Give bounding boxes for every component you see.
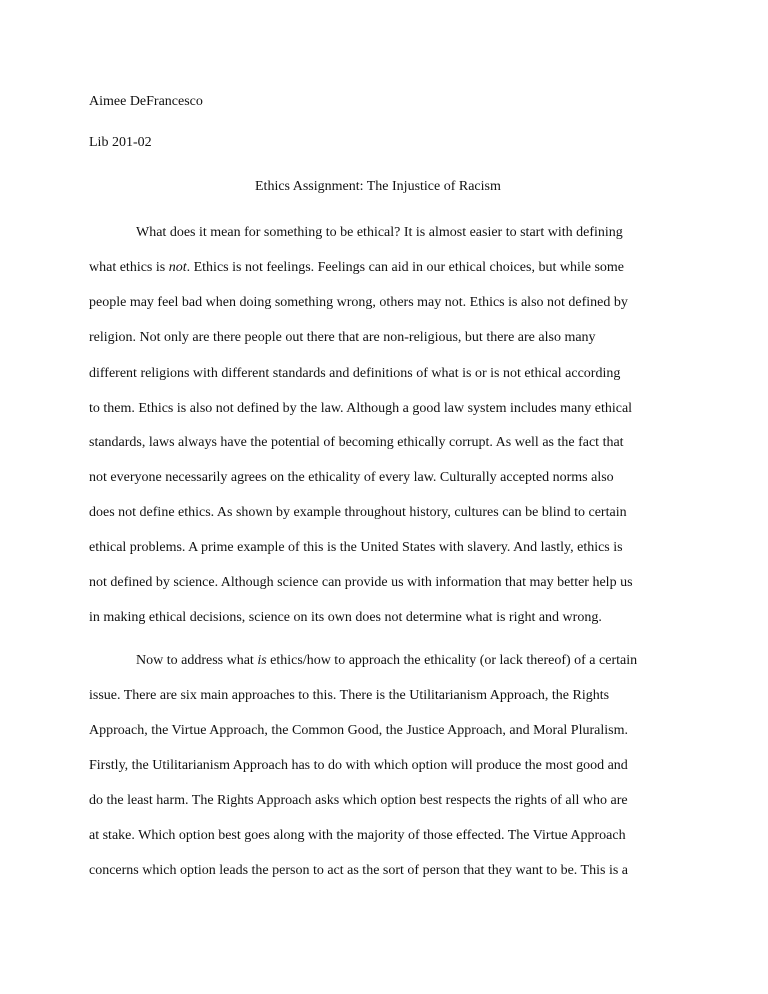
paragraph-2-line-6: at stake. Which option best goes along with the majority of those effected. The Virtue Approach: [89, 828, 626, 843]
text-segment: . Ethics is not feelings. Feelings can aid in our ethical choices, but while some: [186, 260, 625, 275]
paragraph-1-line-5: different religions with different standards and definitions of what is or is not ethical according: [89, 366, 621, 381]
paragraph-1-line-2: [89, 260, 624, 276]
paragraph-2-line-4: Firstly, the Utilitarianism Approach has to do with which option will produce the most good and: [89, 758, 628, 773]
paragraph-1-line-8: not everyone necessarily agrees on the ethicality of every law. Culturally accepted norms also: [89, 470, 614, 485]
paragraph-2-line-2: issue. There are six main approaches to this. There is the Utilitarianism Approach, the Rights: [89, 688, 610, 703]
paragraph-2-line-1: [136, 653, 637, 669]
italic-word: not: [168, 260, 187, 275]
paragraph-1-line-6: to them. Ethics is also not defined by the law. Although a good law system includes many ethical: [89, 401, 633, 416]
paragraph-1-line-11: not defined by science. Although science can provide us with information that may better help us: [89, 575, 633, 590]
paragraph-1-line-4: religion. Not only are there people out there that are non-religious, but there are also many: [89, 330, 596, 345]
paragraph-1-line-7: standards, laws always have the potential of becoming ethically corrupt. As well as the fact that: [89, 435, 624, 450]
paragraph-1-line-3: people may feel bad when doing something wrong, others may not. Ethics is also not defined by: [89, 295, 628, 310]
course-code: Lib 201-02: [89, 135, 152, 150]
paragraph-2-line-5: do the least harm. The Rights Approach asks which option best respects the rights of all who are: [89, 793, 628, 808]
paragraph-1-line-12: in making ethical decisions, science on its own does not determine what is right and wrong.: [89, 610, 602, 625]
paragraph-1-line-1: What does it mean for something to be ethical? It is almost easier to start with defining: [136, 225, 623, 240]
text-segment: what ethics is: [89, 260, 169, 275]
paragraph-2-line-3: Approach, the Virtue Approach, the Common Good, the Justice Approach, and Moral Pluralism.: [89, 723, 628, 738]
essay-title: Ethics Assignment: The Injustice of Racism: [255, 179, 501, 194]
paragraph-1-line-10: ethical problems. A prime example of this is the United States with slavery. And lastly, ethics is: [89, 540, 623, 555]
text-segment: ethics/how to approach the ethicality (or lack thereof) of a certain: [266, 653, 638, 668]
paragraph-1-line-9: does not define ethics. As shown by example throughout history, cultures can be blind to certain: [89, 505, 627, 520]
author-name: Aimee DeFrancesco: [89, 94, 203, 109]
paragraph-2-line-7: concerns which option leads the person to act as the sort of person that they want to be. This is a: [89, 863, 628, 878]
text-segment: Now to address what: [136, 653, 258, 668]
italic-word: is: [257, 653, 267, 668]
